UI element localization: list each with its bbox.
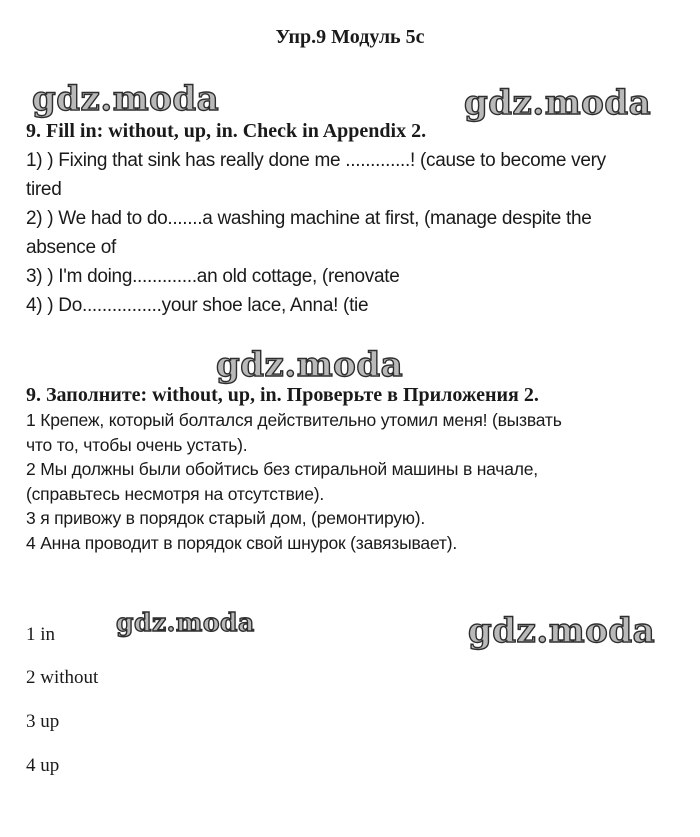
watermark-logo: gdz.moda	[464, 83, 652, 123]
exercise-heading-ru: 9. Заполните: without, up, in. Проверьте в Приложения 2.	[26, 384, 539, 406]
watermark-logo: gdz.moda	[216, 345, 404, 385]
exercise-line: absence of	[26, 237, 116, 258]
translation-line: 1 Крепеж, который болтался действительно утомил меня! (вызвать	[26, 410, 562, 430]
exercise-line: 1) ) Fixing that sink has really done me .............! (cause to become very	[26, 150, 606, 171]
answer-item: 1 in	[26, 624, 56, 645]
translation-line: что то, чтобы очень устать).	[26, 434, 248, 455]
answer-item: 2 without	[26, 667, 99, 688]
translation-line: 2 Мы должны были обойтись без стиральной машины в начале,	[26, 459, 538, 479]
watermark-logo: gdz.moda	[116, 608, 255, 637]
exercise-line: 3) ) I'm doing.............an old cottage, (renovate	[26, 266, 400, 287]
exercise-line: 2) ) We had to do.......a washing machine at first, (manage despite the	[26, 208, 592, 229]
watermark-logo: gdz.moda	[468, 611, 656, 651]
exercise-heading-en: 9. Fill in: without, up, in. Check in Appendix 2.	[26, 120, 427, 142]
translation-line: (справьтесь несмотря на отсутствие).	[26, 483, 325, 504]
translation-line: 3 я привожу в порядок старый дом, (ремонтирую).	[26, 508, 426, 528]
page-title: Упр.9 Модуль 5с	[275, 26, 425, 48]
exercise-line: 4) ) Do................your shoe lace, Anna! (tie	[26, 295, 369, 316]
answer-item: 3 up	[26, 711, 60, 732]
english-exercise	[26, 117, 676, 320]
exercise-line: tired	[26, 179, 62, 200]
translation-line: 4 Анна проводит в порядок свой шнурок (завязывает).	[26, 532, 458, 553]
russian-translation	[26, 382, 676, 555]
answer-item: 4 up	[26, 755, 60, 776]
watermark-logo: gdz.moda	[32, 79, 220, 119]
